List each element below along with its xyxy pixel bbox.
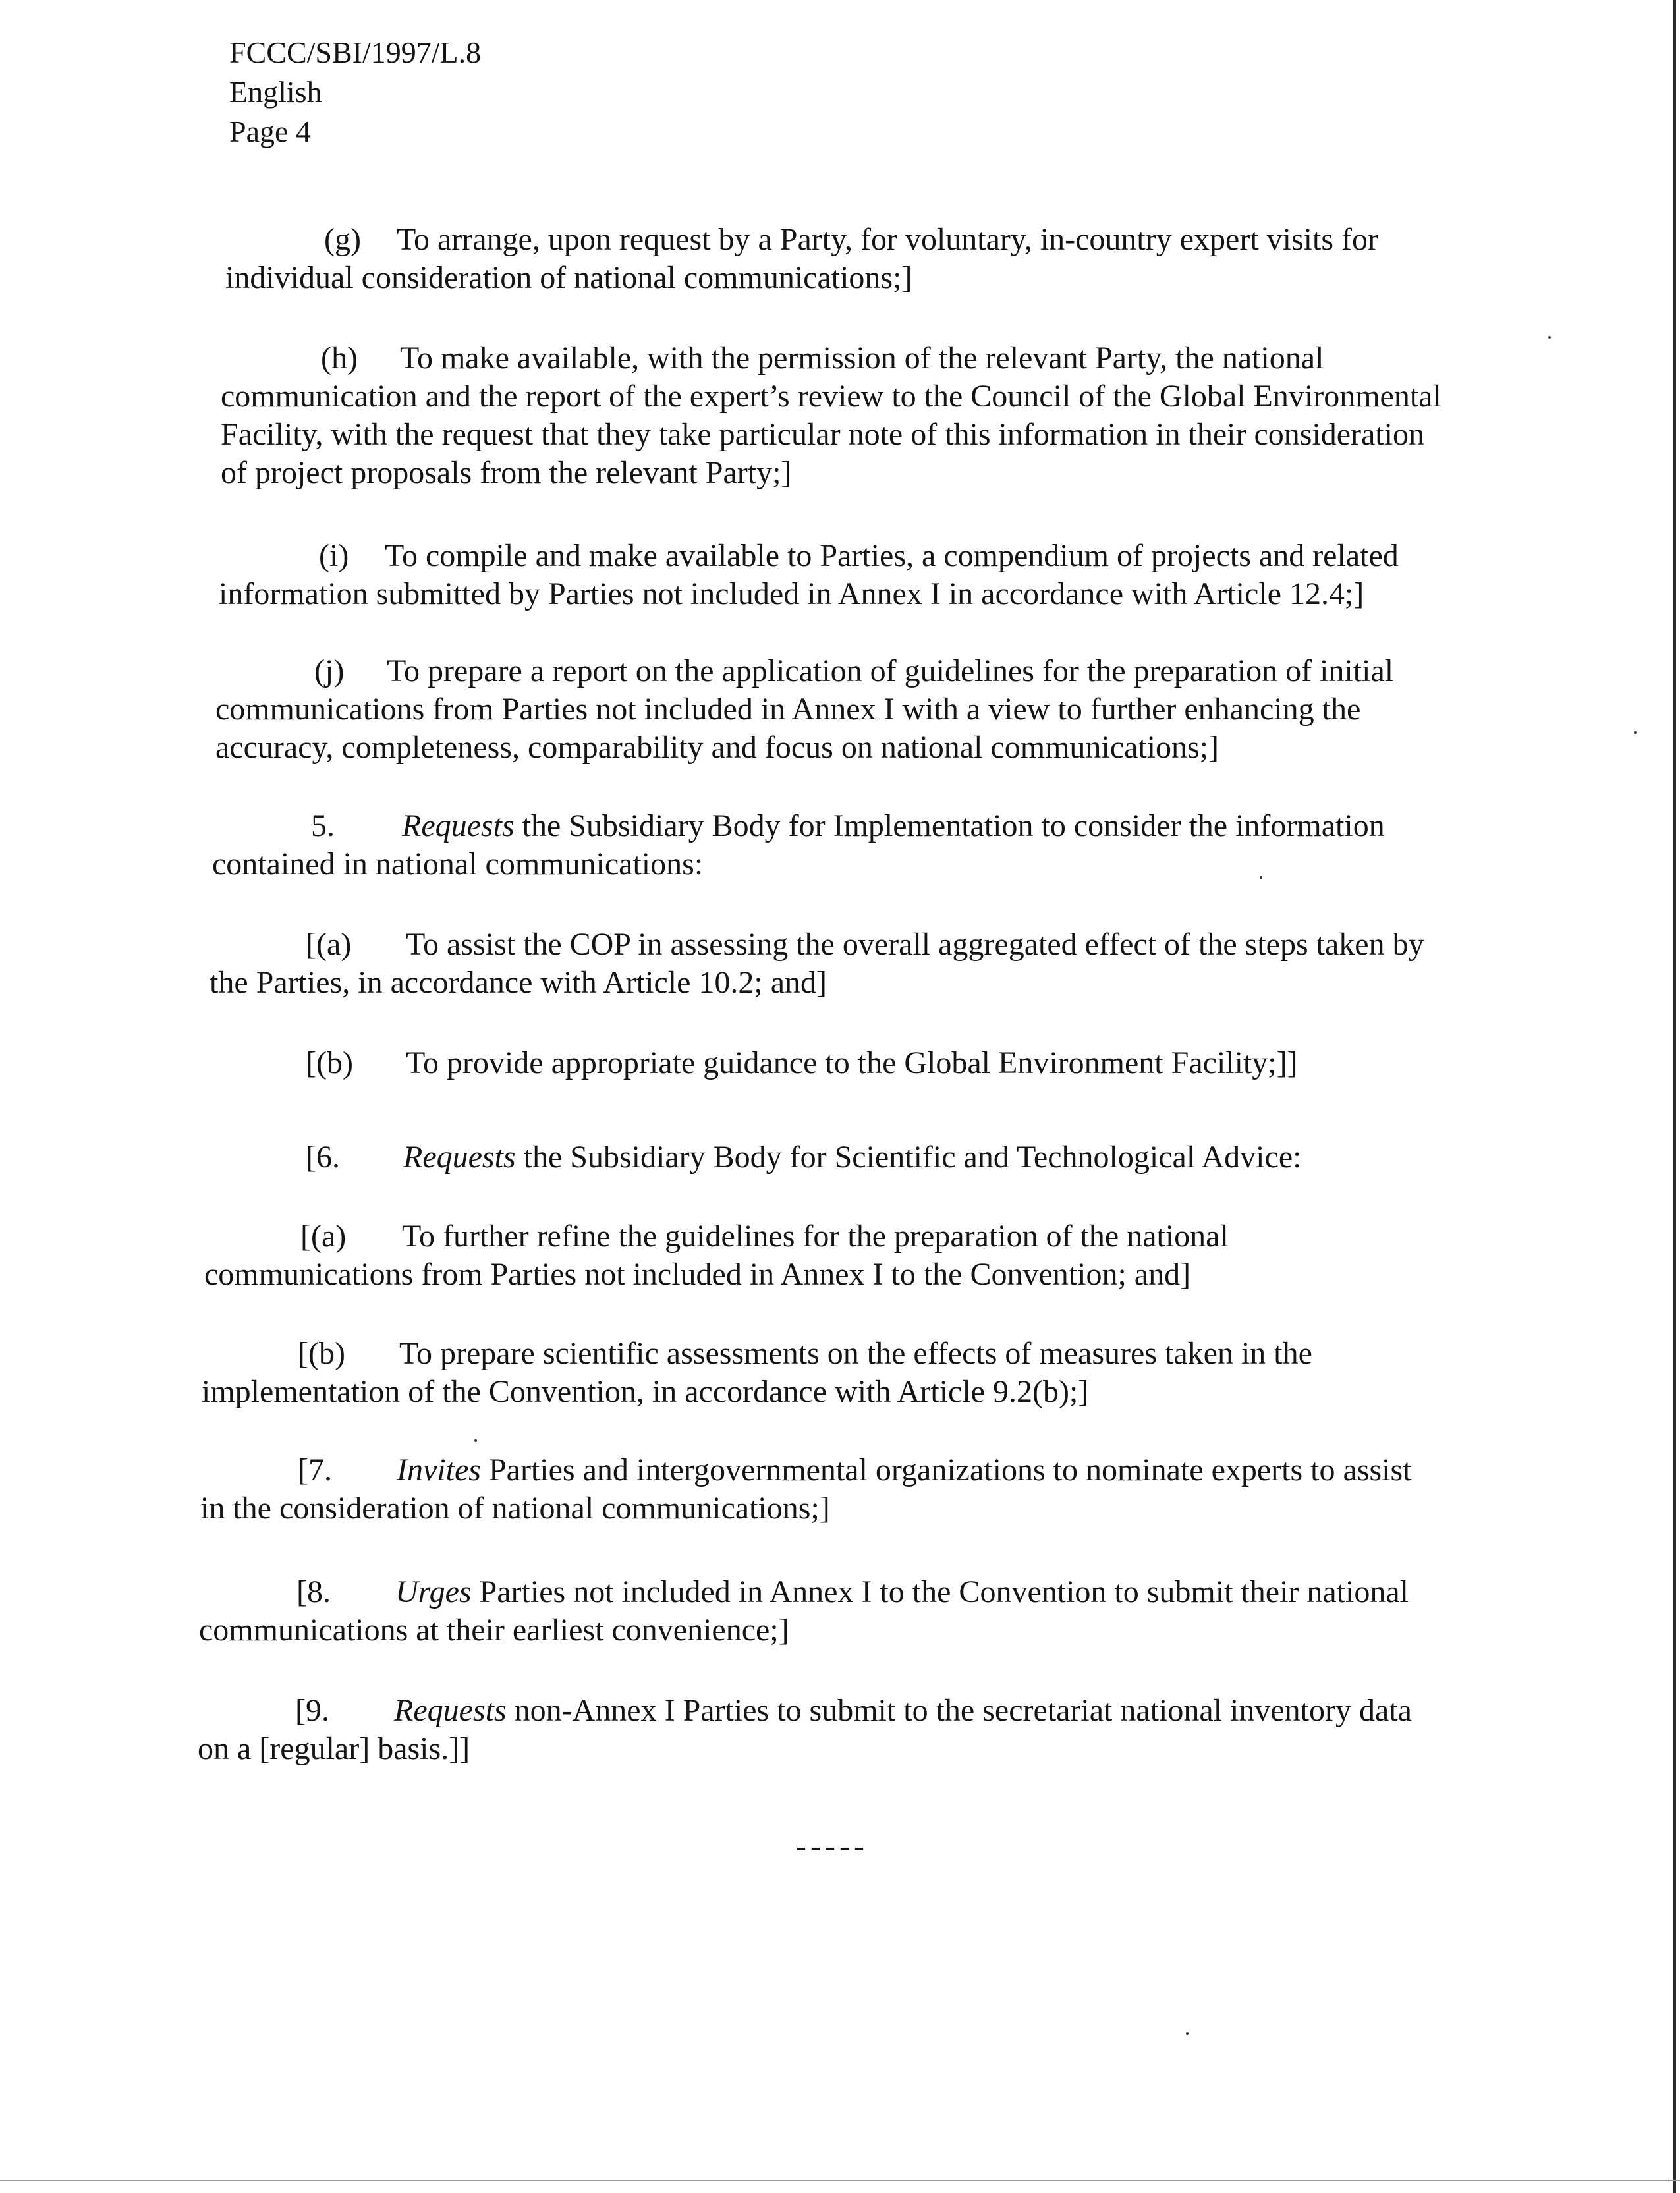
paragraph-text: the Parties, in accordance with Article 10.2; and] xyxy=(210,965,827,1000)
paragraph-marker: (h) xyxy=(321,341,358,375)
scan-speck xyxy=(1260,876,1262,879)
paragraph-text: To prepare a report on the application of guidelines for the preparation of initial xyxy=(387,653,1394,688)
paragraph-text: To assist the COP in assessing the overall aggregated effect of the steps taken by xyxy=(406,927,1424,962)
paragraph-6 xyxy=(210,1138,1501,1177)
paragraph-marker: [9. xyxy=(295,1693,329,1728)
paragraph-text: communications from Parties not included in Annex I to the Convention; and] xyxy=(204,1257,1191,1292)
paragraph-i xyxy=(219,537,1510,613)
paragraph-marker: 5. xyxy=(311,808,335,843)
paragraph-text: Facility, with the request that they take particular note of this information in their consideration xyxy=(221,417,1425,452)
paragraph-text: the Subsidiary Body for Implementation to consider the information xyxy=(522,808,1385,843)
paragraph-marker: [(a) xyxy=(306,927,352,962)
paragraph-text: To make available, with the permission of the relevant Party, the national xyxy=(400,341,1324,375)
paragraph-marker: [7. xyxy=(298,1453,332,1487)
scan-speck xyxy=(1548,336,1551,339)
document-header xyxy=(229,33,481,152)
paragraph-marker: (j) xyxy=(314,653,345,688)
paragraph-text: To prepare scientific assessments on the effects of measures taken in the xyxy=(399,1336,1312,1371)
paragraph-marker: [(a) xyxy=(300,1219,347,1254)
paragraph-marker: (i) xyxy=(319,538,349,573)
paragraph-text: accuracy, completeness, comparability and focus on national communications;] xyxy=(215,730,1219,765)
page-number: Page 4 xyxy=(229,115,311,148)
operative-verb: Urges xyxy=(395,1574,472,1609)
paragraph-7 xyxy=(200,1451,1492,1528)
document-language: English xyxy=(229,75,322,109)
paragraph-text: the Subsidiary Body for Scientific and Technological Advice: xyxy=(523,1140,1302,1175)
paragraph-text: of project proposals from the relevant Party;] xyxy=(221,455,792,490)
paragraph-text: information submitted by Parties not included in Annex I in accordance with Article 12.4;] xyxy=(219,576,1364,611)
paragraph-5a xyxy=(210,926,1501,1002)
paragraph-6a xyxy=(204,1217,1496,1294)
scan-speck xyxy=(1186,2032,1189,2035)
paragraph-text: To provide appropriate guidance to the Global Environment Facility;]] xyxy=(406,1045,1298,1080)
scan-speck xyxy=(474,1439,477,1442)
end-of-document-mark: ----- xyxy=(796,1829,868,1864)
scan-edge-line xyxy=(1673,0,1676,2193)
paragraph-text: communications at their earliest convenience;] xyxy=(199,1613,789,1648)
paragraph-text: communications from Parties not included in Annex I with a view to further enhancing the xyxy=(215,692,1361,727)
paragraph-6b xyxy=(202,1335,1493,1411)
scan-speck xyxy=(1634,731,1637,734)
paragraph-text: Parties not included in Annex I to the Convention to submit their national xyxy=(479,1574,1409,1609)
paragraph-5 xyxy=(212,807,1503,883)
paragraph-text: communication and the report of the expert’s review to the Council of the Global Environmental xyxy=(221,379,1442,414)
paragraph-marker: [(b) xyxy=(298,1336,345,1371)
paragraph-5b xyxy=(210,1044,1501,1082)
scan-bottom-line xyxy=(0,2180,1680,2181)
paragraph-text: To arrange, upon request by a Party, for voluntary, in-country expert visits for xyxy=(397,222,1378,257)
paragraph-text: To further refine the guidelines for the preparation of the national xyxy=(402,1219,1229,1254)
paragraph-text: non-Annex I Parties to submit to the secretariat national inventory data xyxy=(514,1693,1412,1728)
operative-verb: Invites xyxy=(397,1453,481,1487)
paragraph-text: implementation of the Convention, in accordance with Article 9.2(b);] xyxy=(202,1374,1089,1409)
paragraph-text: on a [regular] basis.]] xyxy=(198,1731,470,1766)
paragraph-9 xyxy=(198,1692,1489,1768)
paragraph-text: Parties and intergovernmental organizations to nominate experts to assist xyxy=(488,1453,1412,1487)
paragraph-text: individual consideration of national communications;] xyxy=(225,260,912,295)
paragraph-text: in the consideration of national communications;] xyxy=(200,1491,830,1526)
paragraph-8 xyxy=(199,1573,1490,1650)
paragraph-text: To compile and make available to Parties, a compendium of projects and related xyxy=(385,538,1399,573)
paragraph-marker: [(b) xyxy=(306,1045,353,1080)
paragraph-marker: [8. xyxy=(296,1574,331,1609)
operative-verb: Requests xyxy=(402,808,515,843)
operative-verb: Requests xyxy=(394,1693,507,1728)
operative-verb: Requests xyxy=(403,1140,516,1175)
paragraph-marker: [6. xyxy=(306,1140,340,1175)
paragraph-marker: (g) xyxy=(324,222,361,257)
document-symbol: FCCC/SBI/1997/L.8 xyxy=(229,36,482,69)
paragraph-text: contained in national communications: xyxy=(212,847,704,881)
paragraph-h xyxy=(221,339,1512,492)
paragraph-j xyxy=(215,652,1507,767)
paragraph-g xyxy=(225,221,1517,297)
